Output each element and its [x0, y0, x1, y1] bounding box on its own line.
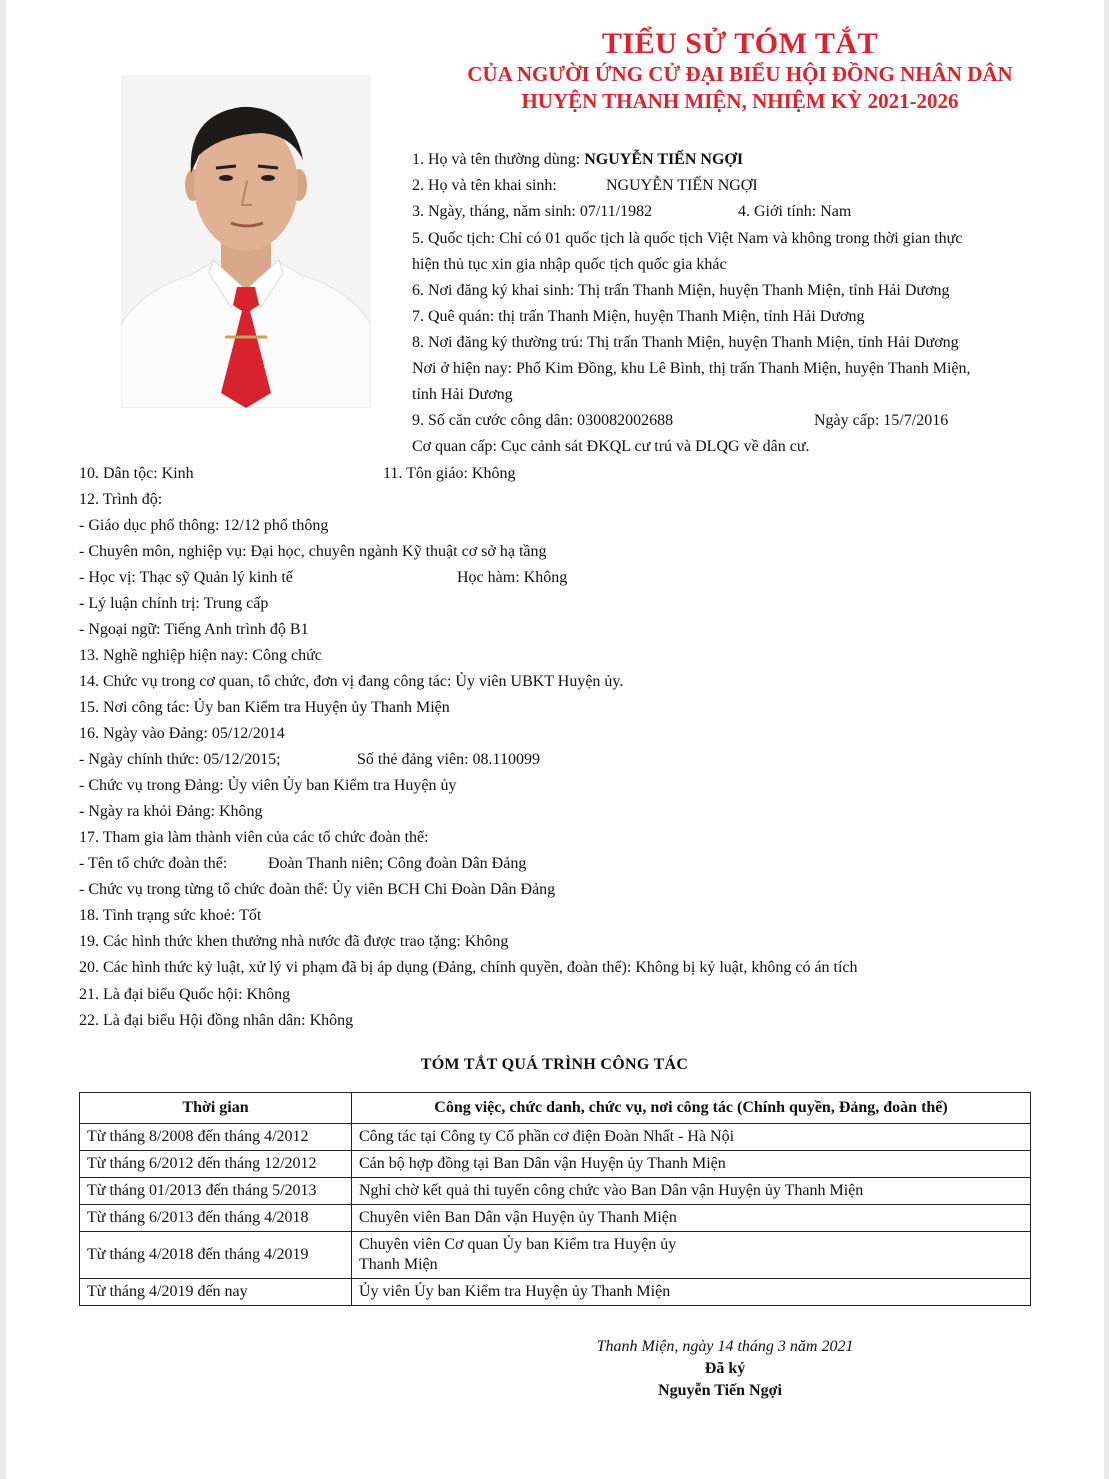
work-history-table — [79, 1092, 1031, 1306]
portrait-photo — [121, 75, 371, 408]
common-name-value: NGUYỄN TIẾN NGỢI — [584, 151, 744, 168]
hometown: 7. Quê quán: thị trấn Thanh Miện, huyện Thanh Miện, tỉnh Hải Dương — [412, 308, 865, 325]
page-border-right — [1104, 0, 1109, 1479]
current-position: 14. Chức vụ trong cơ quan, tổ chức, đơn vị đang công tác: Ủy viên UBKT Huyện ủy. — [79, 673, 624, 690]
academic-title: Học hàm: Không — [457, 569, 568, 586]
table-row — [80, 1151, 1031, 1178]
signature-name: Nguyễn Tiến Ngợi — [658, 1382, 782, 1399]
organizations-heading: 17. Tham gia làm thành viên của các tổ chức đoàn thể: — [79, 829, 429, 846]
gender: 4. Giới tính: Nam — [738, 203, 852, 220]
bio-line-1 — [412, 150, 743, 170]
health-status: 18. Tình trạng sức khoẻ: Tốt — [79, 907, 262, 924]
birth-registration: 6. Nơi đăng ký khai sinh: Thị trấn Thanh Miện, huyện Thanh Miện, tỉnh Hải Dương — [412, 282, 950, 299]
political-theory: - Lý luận chính trị: Trung cấp — [79, 595, 269, 612]
work-history-title: TÓM TẮT QUÁ TRÌNH CÔNG TÁC — [420, 1056, 689, 1073]
date-of-birth: 3. Ngày, tháng, năm sinh: 07/11/1982 — [412, 203, 653, 220]
table-row — [80, 1124, 1031, 1151]
table-cell-time: Từ tháng 8/2008 đến tháng 4/2012 — [80, 1124, 352, 1151]
table-cell-job — [352, 1232, 1031, 1279]
bio-line-2 — [412, 176, 557, 196]
document-subtitle-1: CỦA NGƯỜI ỨNG CỬ ĐẠI BIỂU HỘI ĐỒNG NHÂN DÂN — [467, 62, 1013, 86]
education-heading: 12. Trình độ: — [79, 491, 163, 508]
table-row — [80, 1232, 1031, 1279]
organization-position: - Chức vụ trong từng tổ chức đoàn thể: Ủy viên BCH Chi Đoàn Dân Đảng — [79, 881, 556, 898]
table-row — [80, 1205, 1031, 1232]
document-title: TIỂU SỬ TÓM TẮT — [601, 27, 879, 60]
table-cell-job-line-1: Chuyên viên Cơ quan Ủy ban Kiểm tra Huyện ủy — [359, 1236, 677, 1253]
current-occupation: 13. Nghề nghiệp hiện nay: Công chức — [79, 647, 322, 664]
column-header-time: Thời gian — [80, 1093, 352, 1124]
ethnicity: 10. Dân tộc: Kinh — [79, 465, 194, 482]
signature-signed: Đã ký — [704, 1360, 746, 1377]
column-header-job: Công việc, chức danh, chức vụ, nơi công tác (Chính quyền, Đảng, đoàn thể) — [352, 1093, 1031, 1124]
table-cell-time: Từ tháng 6/2012 đến tháng 12/2012 — [80, 1151, 352, 1178]
citizen-id: 9. Số căn cước công dân: 030082002688 — [412, 412, 674, 429]
workplace: 15. Nơi công tác: Ủy ban Kiểm tra Huyện ủy Thanh Miện — [79, 699, 450, 716]
table-cell-job: Chuyên viên Ban Dân vận Huyện ủy Thanh Miện — [352, 1205, 1031, 1232]
organization-name-label: - Tên tổ chức đoàn thể: — [79, 855, 228, 872]
academic-degree: - Học vị: Thạc sỹ Quản lý kinh tế — [79, 569, 293, 586]
party-exit-date: - Ngày ra khỏi Đảng: Không — [79, 803, 263, 820]
table-cell-time: Từ tháng 01/2013 đến tháng 5/2013 — [80, 1178, 352, 1205]
party-position: - Chức vụ trong Đảng: Ủy viên Ủy ban Kiểm tra Huyện ủy — [79, 777, 457, 794]
party-official-date: - Ngày chính thức: 05/12/2015; — [79, 751, 281, 768]
table-row — [80, 1178, 1031, 1205]
awards: 19. Các hình thức khen thưởng nhà nước đã được trao tặng: Không — [79, 933, 509, 950]
table-cell-job: Ủy viên Ủy ban Kiểm tra Huyện ủy Thanh Miện — [352, 1279, 1031, 1306]
table-cell-time: Từ tháng 6/2013 đến tháng 4/2018 — [80, 1205, 352, 1232]
issuing-authority: Cơ quan cấp: Cục cảnh sát ĐKQL cư trú và DLQG về dân cư. — [412, 438, 810, 455]
nationality-line-2: hiện thủ tục xin gia nhập quốc tịch quốc gia khác — [412, 256, 727, 273]
professional-qualification: - Chuyên môn, nghiệp vụ: Đại học, chuyên ngành Kỹ thuật cơ sở hạ tầng — [79, 543, 547, 560]
table-cell-job: Nghỉ chờ kết quả thi tuyển công chức vào Ban Dân vận Huyện ủy Thanh Miện — [352, 1178, 1031, 1205]
religion: 11. Tôn giáo: Không — [383, 465, 516, 482]
current-address-1: Nơi ở hiện nay: Phố Kim Đồng, khu Lê Bình, thị trấn Thanh Miện, huyện Thanh Miện, — [412, 360, 971, 377]
table-cell-time: Từ tháng 4/2018 đến tháng 4/2019 — [80, 1232, 352, 1279]
table-cell-time: Từ tháng 4/2019 đến nay — [80, 1279, 352, 1306]
page-border-left — [0, 0, 6, 1479]
national-assembly-delegate: 21. Là đại biểu Quốc hội: Không — [79, 986, 291, 1003]
table-cell-job: Cán bộ hợp đồng tại Ban Dân vận Huyện ủy Thanh Miện — [352, 1151, 1031, 1178]
document-header — [400, 28, 1080, 114]
general-education: - Giáo dục phổ thông: 12/12 phổ thông — [79, 517, 329, 534]
organization-name-value: Đoàn Thanh niên; Công đoàn Dân Đảng — [268, 855, 527, 872]
disciplinary-record: 20. Các hình thức kỷ luật, xử lý vi phạm đã bị áp dụng (Đảng, chính quyền, đoàn thể): Không bị kỷ luật, không có án tích — [79, 959, 858, 976]
table-cell-job-line-2: Thanh Miện — [359, 1256, 438, 1273]
table-row — [80, 1279, 1031, 1306]
citizen-id-date: Ngày cấp: 15/7/2016 — [814, 412, 949, 429]
party-card-number: Số thẻ đảng viên: 08.110099 — [357, 751, 540, 768]
signature-place-date: Thanh Miện, ngày 14 tháng 3 năm 2021 — [596, 1338, 854, 1355]
council-delegate: 22. Là đại biểu Hội đồng nhân dân: Không — [79, 1012, 354, 1029]
table-cell-job: Công tác tại Công ty Cổ phần cơ điện Đoàn Nhất - Hà Nội — [352, 1124, 1031, 1151]
document-subtitle-2: HUYỆN THANH MIỆN, NHIỆM KỲ 2021-2026 — [521, 89, 959, 113]
table-header-row — [80, 1093, 1031, 1124]
nationality-line-1: 5. Quốc tịch: Chỉ có 01 quốc tịch là quốc tịch Việt Nam và không trong thời gian thực — [412, 230, 963, 247]
birth-name-label: 2. Họ và tên khai sinh: — [412, 177, 557, 194]
current-address-2: tỉnh Hải Dương — [412, 386, 513, 403]
party-join-date: 16. Ngày vào Đảng: 05/12/2014 — [79, 725, 285, 742]
permanent-residence: 8. Nơi đăng ký thường trú: Thị trấn Thanh Miện, huyện Thanh Miện, tỉnh Hải Dương — [412, 334, 959, 351]
foreign-language: - Ngoại ngữ: Tiếng Anh trình độ B1 — [79, 621, 309, 638]
birth-name-value: NGUYỄN TIẾN NGỢI — [606, 177, 758, 194]
common-name-label: 1. Họ và tên thường dùng: — [412, 151, 581, 168]
